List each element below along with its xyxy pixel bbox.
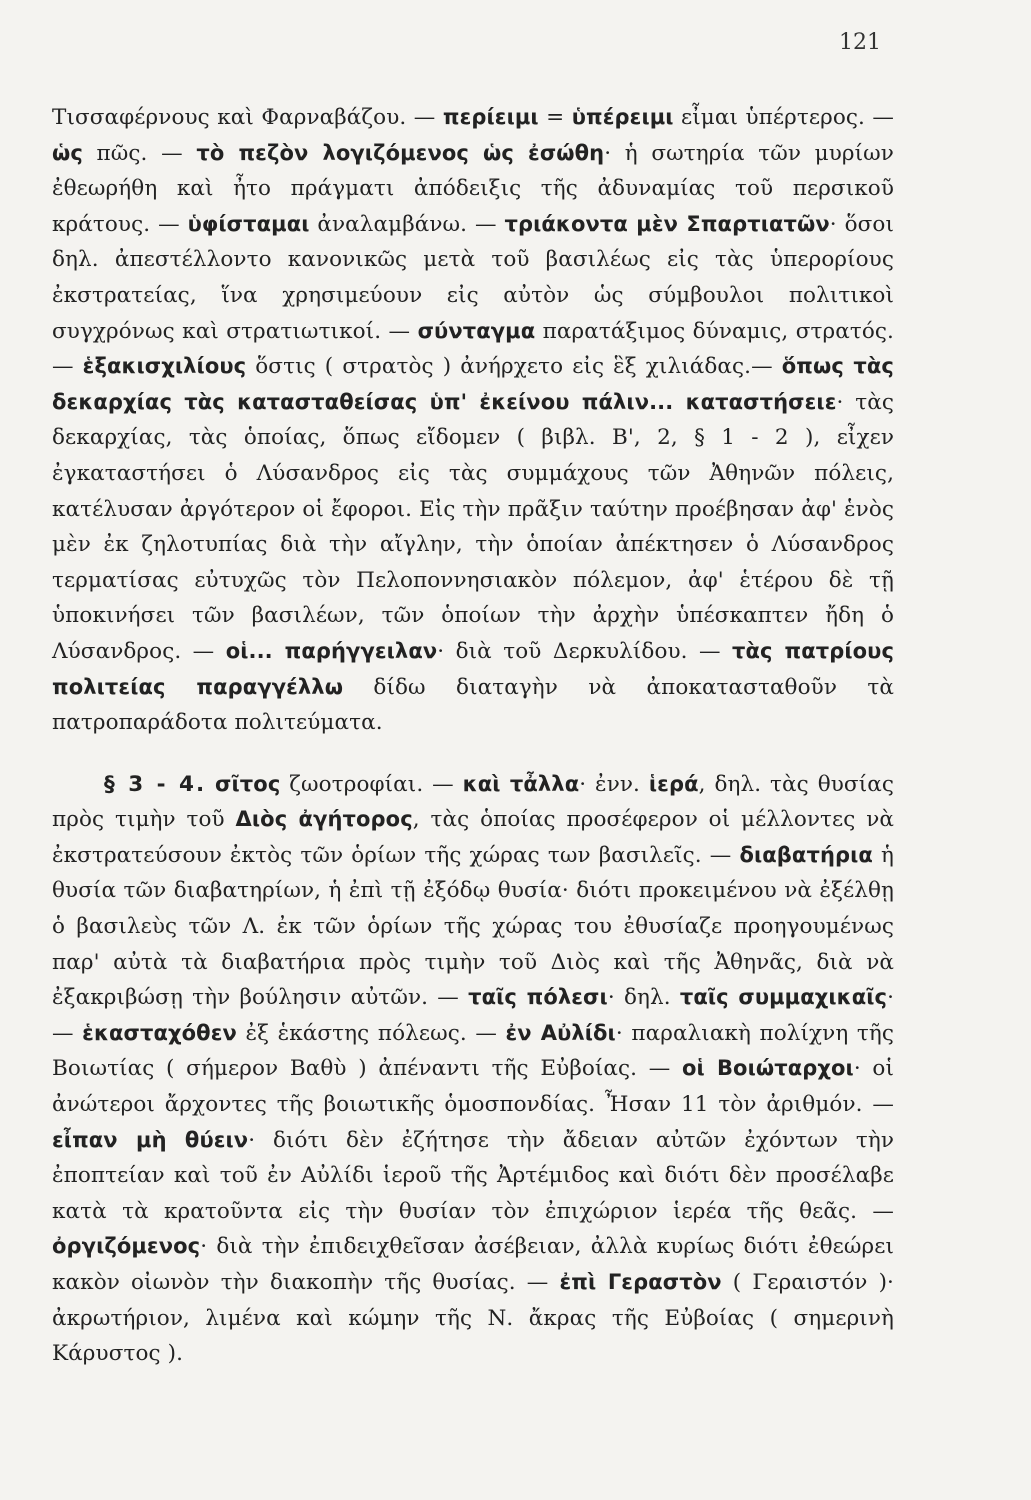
lemma-bold: Διὸς ἀγήτορος (235, 807, 413, 832)
lemma-bold: ὀργιζόμενος (52, 1234, 201, 1259)
gloss-text: · παραλιακὴ πολίχνη τῆς Βοιωτίας ( σήμερον Βαθὺ ) ἀπέναντι τῆς Εὐβοίας. — (52, 1020, 894, 1082)
lemma-bold: καὶ τἆλλα (462, 771, 580, 796)
gloss-text: · διὰ τοῦ Δερκυλίδου. — (437, 638, 733, 664)
gloss-text: ἐξ ἑκάστης πόλεως. — (236, 1020, 506, 1046)
gloss-text: · δηλ. (607, 985, 680, 1011)
lemma-bold: ἑκασταχόθεν (82, 1020, 237, 1045)
gloss-text: · ἐνν. (579, 771, 649, 797)
gloss-text: Τισσαφέρνους καὶ Φαρναβάζου. — (52, 105, 443, 130)
gloss-text: ζωοτροφίαι. — (280, 771, 463, 797)
lemma-bold: ἱερά (648, 771, 699, 796)
lemma-bold: τὸ πεζὸν λογιζόμενος ὡς ἐσώθη (196, 140, 605, 165)
lemma-bold: ὑπέρειμι (571, 105, 674, 129)
gloss-text: · διὰ τὴν ἐπιδειχθεῖσαν ἀσέβειαν, ἀλλὰ κυρίως διότι ἐθεώρει κακὸν οἰωνὸν τὴν διακοπὴν τῆς θυσίας. — (52, 1234, 894, 1295)
gloss-text: , δηλ. τὰς θυσίας πρὸς τιμὴν τοῦ (52, 771, 894, 833)
lemma-bold: ἐπὶ Γεραστὸν (559, 1270, 722, 1294)
page-number: 121 (839, 30, 881, 55)
gloss-text: ὅστις ( στρατὸς ) ἀνήρχετο εἰς ἓξ χιλιάδας.— (246, 354, 782, 380)
gloss-text: · ὅσοι δηλ. ἀπεστέλλοντο κανονικῶς μετὰ τοῦ βασιλέως εἰς τὰς ὑπερορίους ἐκστρατείας, ἵνα χρησιμεύουν εἰς αὐτὸν ὡς σύμβουλοι πολιτικοὶ συγχρόνως καὶ στρατιωτικοί. — (52, 211, 894, 344)
paragraph-2 (52, 767, 894, 1372)
gloss-text: πῶς. — (82, 140, 197, 166)
gloss-text: ἀναλαμβάνω. — (309, 211, 505, 237)
gloss-text: · τὰς δεκαρχίας, τὰς ὁποίας, ὅπως εἴδομεν ( βιβλ. Β', 2, § 1 - 2 ), εἶχεν ἐγκαταστήσει ὁ Λύσανδρος εἰς τὰς συμμάχους τῶν Ἀθηνῶν πόλεις, κατέλυσαν ἀργότερον οἱ ἔφοροι. Εἰς τὴν πρᾶξιν ταύτην προέβησαν ἀφ' ἑνὸς μὲν ἐκ ζηλοτυπίας διὰ τὴν αἴγλην, τὴν ὁποίαν ἀπέκτησεν ὁ Λύσανδρος τερματίσας εὐτυχῶς τὸν Πελοποννησιακὸν πόλεμον, ἀφ' ἑτέρου δὲ τῇ ὑποκινήσει τῶν βασιλέων, τῶν ὁποίων τὴν ἀρχὴν ὑπέσκαπτεν ἤδη ὁ Λύσανδρος. — (52, 389, 895, 664)
lemma-bold: ἑξακισχιλίους (82, 354, 247, 379)
lemma-bold: ὡς (52, 140, 83, 165)
lemma-bold: τριάκοντα μὲν Σπαρτιατῶν (504, 211, 830, 236)
paragraph-text (52, 100, 894, 741)
lemma-bold: ὑφίσταμαι (187, 211, 310, 236)
lemma-bold: σύνταγμα (417, 318, 536, 343)
lemma-bold: τὰς πατρίους πολιτείας παραγγέλλω (52, 638, 895, 699)
gloss-text: · διότι δὲν ἐζήτησε τὴν ἄδειαν αὐτῶν ἐχόντων τὴν ἐποπτείαν καὶ τοῦ ἐν Αὐλίδι ἱεροῦ τῆς Ἀρτέμιδος καὶ διότι δὲν προσέλαβε κατὰ τὰ κρατοῦντα εἰς τὴν θυσίαν τὸν ἐπιχώριον ἱερέα τῆς θεᾶς. — (52, 1127, 894, 1224)
gloss-text: = (538, 105, 572, 130)
lemma-bold: ἐν Αὐλίδι (505, 1020, 616, 1045)
gloss-text: · ἡ σωτηρία τῶν μυρίων ἐθεωρήθη καὶ ἦτο πράγματι ἀπόδειξις τῆς ἀδυναμίας τοῦ περσικοῦ κράτους. — (52, 140, 894, 237)
lemma-bold: ταῖς πόλεσι (468, 985, 608, 1010)
lemma-bold: περίειμι (442, 105, 539, 129)
paragraph-1 (52, 100, 894, 741)
gloss-text: ( Γεραιστόν )· ἀκρωτήριον, λιμένα καὶ κώμην τῆς Ν. ἄκρας τῆς Εὐβοίας ( σημερινὴ Κάρυστος ). (52, 1270, 894, 1367)
gloss-text: εἶμαι ὑπέρτερος. — (673, 105, 895, 130)
lemma-bold: ὅπως τὰς δεκαρχίας τὰς κατασταθείσας ὑπ' ἐκείνου πάλιν... καταστήσειε (52, 354, 894, 414)
lemma-bold: οἱ Βοιώταρχοι (682, 1056, 854, 1081)
gloss-text: · οἱ ἀνώτεροι ἄρχοντες τῆς βοιωτικῆς ὁμοσπονδίας. Ἦσαν 11 τὸν ἀριθμόν. — (52, 1056, 895, 1118)
gloss-text: παρατάξιμος δύναμις, στρατός. — (52, 318, 894, 380)
gloss-text: , τὰς ὁποίας προσέφερον οἱ μέλλοντες νὰ ἐκστρατεύσουν ἐκτὸς τῶν ὁρίων τῆς χώρας των βασιλεῖς. — (52, 807, 894, 868)
lemma-bold: διαβατήρια (739, 842, 873, 867)
lemma-bold: εἶπαν μὴ θύειν (52, 1127, 249, 1152)
gloss-text: ἡ θυσία τῶν διαβατηρίων, ἡ ἐπὶ τῇ ἐξόδῳ θυσία· διότι προκειμένου νὰ ἐξέλθῃ ὁ βασιλεὺς τῶν Λ. ἐκ τῶν ὁρίων τῆς χώρας του ἐθυσίαζε προηγουμένως παρ' αὐτὰ τὰ διαβατήρια πρὸς τιμὴν τοῦ Διὸς καὶ τῆς Ἀθηνᾶς, διὰ νὰ ἐξακριβώσῃ τὴν βούλησιν αὐτῶν. — (52, 842, 894, 1011)
gloss-text: δίδω διαταγὴν νὰ ἀποκατασταθοῦν τὰ πατροπαράδοτα πολιτεύματα. (52, 674, 894, 736)
page-body (52, 100, 894, 1372)
lemma-bold: σῖτος (215, 771, 281, 796)
paragraph-text (52, 767, 894, 1372)
gloss-text: · — (52, 985, 894, 1046)
section-marker: § 3 - 4. (104, 771, 207, 797)
lemma-bold: ταῖς συμμαχικαῖς (679, 985, 888, 1010)
lemma-bold: οἱ... παρήγγειλαν (225, 638, 438, 663)
gloss-text (206, 772, 215, 797)
